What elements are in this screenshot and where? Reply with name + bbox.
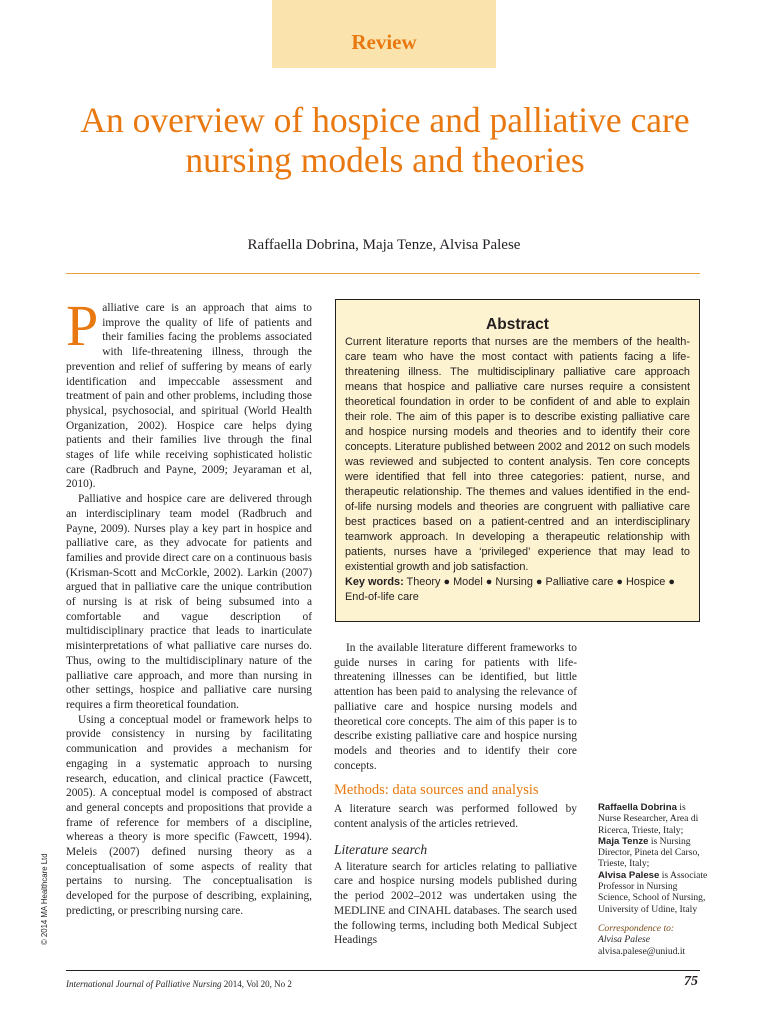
copyright-notice: © 2014 MA Healthcare Ltd xyxy=(40,853,49,945)
left-column xyxy=(66,293,312,919)
footer-divider xyxy=(66,970,700,971)
affiliation-entry xyxy=(598,802,708,836)
methods-paragraph: A literature search was performed followed by content analysis of the articles retrieved. xyxy=(334,803,577,831)
intro-paragraph-text: alliative care is an approach that aims to improve the quality of life of patients and their families facing the problems associated with life-threatening illness, through the prevention and relief of suffering by means of early identification and impeccable assessment and treatment of pain and other problems, including those physical, psychosocial, and spiritual (World Health Organization, 2002). Hospice care helps dying patients and their families live through the final stages of life while receiving sophisticated holistic care (Radbruch and Payne, 2009; Jeyaraman et al, 2010). xyxy=(66,302,312,491)
section-banner xyxy=(272,0,496,68)
author-list: Raffaella Dobrina, Maja Tenze, Alvisa Palese xyxy=(247,237,521,253)
keywords-list: Theory ● Model ● Nursing ● Palliative care ● Hospice ● End-of-life care xyxy=(345,576,675,603)
article-title: An overview of hospice and palliative care nursing models and theories xyxy=(80,100,690,180)
drop-cap: P xyxy=(66,293,99,358)
affiliation-name: Alvisa Palese xyxy=(598,869,660,881)
affiliation-name: Maja Tenze xyxy=(598,835,649,847)
abstract-text: Current literature reports that nurses are the members of the health-care team who have the most contact with patients facing a life-threatening illness. The multidisciplinary palliative care approach means that hospice and palliative care nurses require a consistent theoretical foundation in order to be confident of and able to explain their role. The aim of this paper is to describe existing palliative care and hospice nursing models and theories and to identify their core concepts. Literature published between 2002 and 2012 on such models was reviewed and subjected to content analysis. Ten core concepts were identified that fell into three categories: patient, nurse, and therapeutic relationship. The themes and values identified in the end-of-life nursing models and theories are congruent with palliative care best practices based on a patient-centred and an interdisciplinary teamwork approach. In developing a therapeutic relationship with patients, nurses have a ‘privileged’ experience that may lead to existential growth and job satisfaction. xyxy=(345,336,690,573)
affiliation-name: Raffaella Dobrina xyxy=(598,802,677,813)
literature-search-paragraph: A literature search for articles relating to palliative care and hospice nursing models published during the period 2002–2012 was undertaken using the MEDLINE and CINAHL databases. The search used the following terms, including both Medical Subject Headings xyxy=(334,860,577,947)
author-affiliations xyxy=(598,802,708,957)
correspondence-name: Alvisa Palese xyxy=(598,934,650,946)
abstract-heading: Abstract xyxy=(486,316,549,333)
body-paragraph: Palliative and hospice care are delivered through an interdisciplinary team model (Radbruch and Payne, 2009). Nurses play a key part in hospice and palliative care, as they advocate for patients and families and provide direct care on a continuous basis (Krisman-Scott and McCorkle, 2002). Larkin (2007) argued that in palliative care the unique contribution of nursing is at risk of being subsumed into a comfortable and vague description of multidisciplinary practice that leads to inarticulate misinterpretations of what palliative care nurses do. Thus, owing to the multidisciplinary nature of the palliative care approach, and more than nursing in other settings, hospice and palliative care nursing requires a firm theoretical foundation. xyxy=(66,493,312,711)
correspondence-label: Correspondence to: xyxy=(598,922,675,934)
section-label: Review xyxy=(351,30,417,54)
journal-issue: 2014, Vol 20, No 2 xyxy=(223,979,292,989)
right-column xyxy=(334,641,577,948)
journal-citation xyxy=(66,979,292,989)
affiliation-detail: is Nursing Director, Pineta del Carso, Trieste, Italy; xyxy=(598,835,700,870)
body-paragraph: In the available literature different frameworks to guide nurses in caring for patients with life-threatening illnesses can be identified, but little attention has been paid to analysing the relevance of palliative care and hospice nursing models and theoretical core concepts. The aim of this paper is to describe existing palliative care and hospice nursing models and theories and to identify their core concepts. xyxy=(334,642,577,772)
affiliation-detail: is Nurse Researcher, Area di Ricerca, Trieste, Italy; xyxy=(598,802,699,836)
body-paragraph: Using a conceptual model or framework helps to provide consistency in nursing by facilitating communication and provides a mechanism for engaging in a systematic approach to nursing research, education, and clinical practice (Fawcett, 2005). A conceptual model is composed of abstract and general concepts and propositions that provide a frame of reference for members of a discipline, whereas a theory is more specific (Fawcett, 1994). Meleis (2007) defined nursing theory as a conceptualisation of some aspects of reality that pertains to nursing. The conceptualisation is developed for the purpose of describing, explaining, predicting, or prescribing nursing care. xyxy=(66,713,312,917)
affiliation-detail: is Associate Professor in Nursing Science, School of Nursing, University of Udine, Italy xyxy=(598,869,708,915)
intro-paragraph xyxy=(66,293,312,492)
affiliation-entry xyxy=(598,836,708,870)
keywords xyxy=(345,575,690,605)
literature-search-heading: Literature search xyxy=(334,841,428,857)
journal-name: International Journal of Palliative Nursing xyxy=(66,979,222,989)
correspondence-email[interactable]: alvisa.palese@uniud.it xyxy=(598,945,686,957)
title-divider xyxy=(66,273,700,274)
methods-heading: Methods: data sources and analysis xyxy=(334,782,539,799)
keywords-label: Key words: xyxy=(345,576,404,588)
affiliation-entry xyxy=(598,870,708,915)
abstract-box xyxy=(335,299,700,622)
page-number: 75 xyxy=(684,974,698,989)
